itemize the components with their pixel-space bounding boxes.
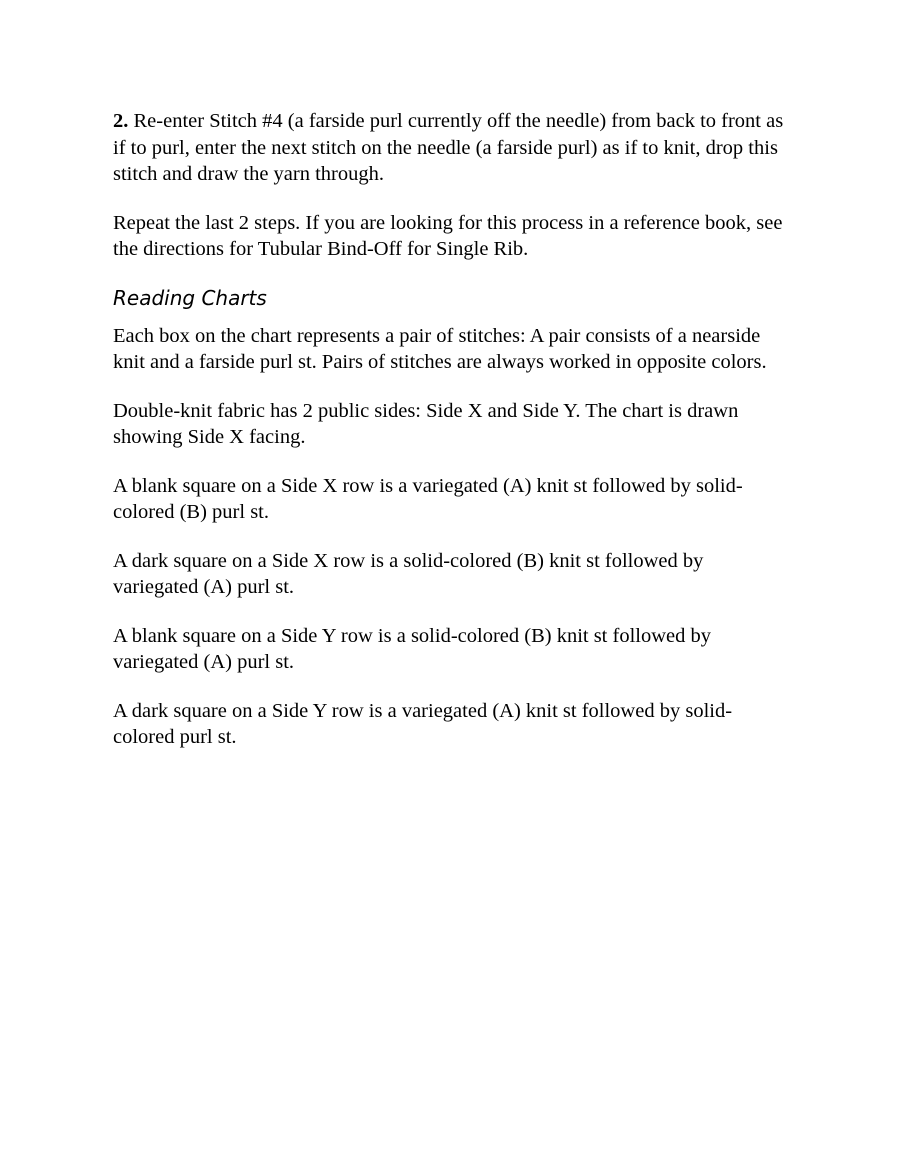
chart-paragraph-3: A blank square on a Side X row is a variegated (A) knit st followed by solid-colored (B) purl st. bbox=[113, 474, 743, 523]
repeat-note: Repeat the last 2 steps. If you are looking for this process in a reference book, see the directions for Tubular Bind-Off for Single Rib. bbox=[113, 211, 783, 260]
document-page bbox=[113, 108, 793, 773]
chart-paragraph-2: Double-knit fabric has 2 public sides: Side X and Side Y. The chart is drawn showing Side X facing. bbox=[113, 399, 739, 448]
step-text: Re-enter Stitch #4 (a farside purl currently off the needle) from back to front as if to purl, enter the next stitch on the needle (a farside purl) as if to knit, drop this stitch and draw the yarn through. bbox=[113, 110, 784, 185]
chart-paragraph-6: A dark square on a Side Y row is a variegated (A) knit st followed by solid-colored purl st. bbox=[113, 699, 733, 748]
step-number: 2. bbox=[113, 110, 129, 132]
section-heading: Reading Charts bbox=[113, 285, 267, 310]
chart-paragraph-5: A blank square on a Side Y row is a solid-colored (B) knit st followed by variegated (A) purl st. bbox=[113, 624, 712, 673]
chart-paragraph-4: A dark square on a Side X row is a solid-colored (B) knit st followed by variegated (A) purl st. bbox=[113, 549, 704, 598]
chart-paragraph-1: Each box on the chart represents a pair of stitches: A pair consists of a nearside knit and a farside purl st. Pairs of stitches are always worked in opposite colors. bbox=[113, 324, 767, 373]
step-paragraph bbox=[113, 108, 793, 188]
